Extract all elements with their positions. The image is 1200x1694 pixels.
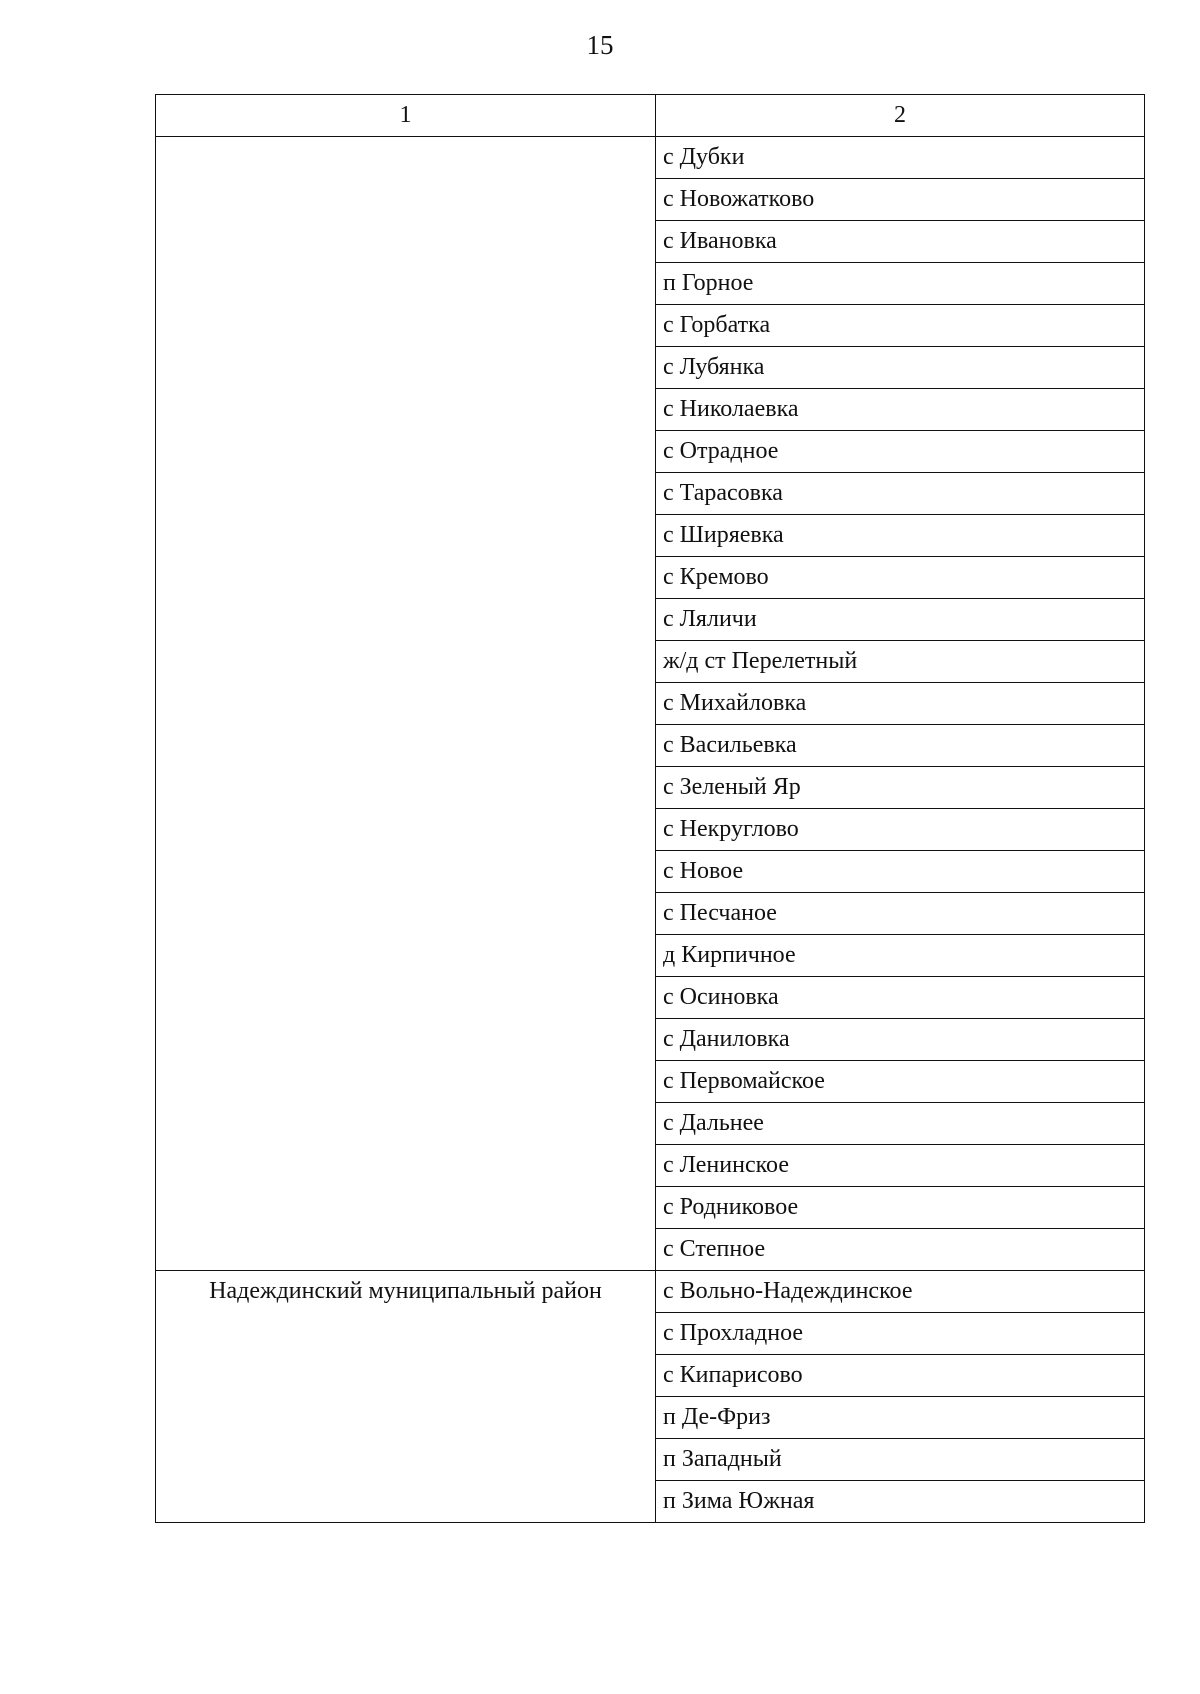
settlement-cell: с Дальнее — [656, 1103, 1145, 1145]
settlement-cell: с Кремово — [656, 557, 1145, 599]
settlement-cell: с Ивановка — [656, 221, 1145, 263]
settlement-cell: п Горное — [656, 263, 1145, 305]
settlement-cell: с Ленинское — [656, 1145, 1145, 1187]
settlement-cell: с Зеленый Яр — [656, 767, 1145, 809]
settlement-cell: с Ляличи — [656, 599, 1145, 641]
settlement-cell: с Кипарисово — [656, 1355, 1145, 1397]
settlement-cell: с Прохладное — [656, 1313, 1145, 1355]
settlement-cell: с Осиновка — [656, 977, 1145, 1019]
settlement-cell: с Дубки — [656, 137, 1145, 179]
table-row — [156, 1271, 1145, 1313]
settlement-cell: с Родниковое — [656, 1187, 1145, 1229]
settlement-cell: д Кирпичное — [656, 935, 1145, 977]
page-number: 15 — [586, 30, 614, 60]
header-row — [156, 95, 1145, 137]
settlement-cell: с Горбатка — [656, 305, 1145, 347]
settlement-cell: с Новожатково — [656, 179, 1145, 221]
table-body — [156, 137, 1145, 1523]
column-header-2: 2 — [656, 95, 1145, 137]
settlement-cell: с Даниловка — [656, 1019, 1145, 1061]
settlement-cell: с Отрадное — [656, 431, 1145, 473]
settlement-cell: с Тарасовка — [656, 473, 1145, 515]
settlement-cell: п Западный — [656, 1439, 1145, 1481]
settlement-cell: с Михайловка — [656, 683, 1145, 725]
settlement-cell: п Зима Южная — [656, 1481, 1145, 1523]
settlements-table — [155, 94, 1145, 1523]
settlement-cell: с Песчаное — [656, 893, 1145, 935]
settlement-cell: с Васильевка — [656, 725, 1145, 767]
settlement-cell: с Лубянка — [656, 347, 1145, 389]
settlement-cell: с Вольно-Надеждинское — [656, 1271, 1145, 1313]
settlement-cell: с Первомайское — [656, 1061, 1145, 1103]
settlement-cell: ж/д ст Перелетный — [656, 641, 1145, 683]
table-row — [156, 137, 1145, 179]
district-cell — [156, 137, 656, 1271]
settlement-cell: с Новое — [656, 851, 1145, 893]
settlement-cell: п Де-Фриз — [656, 1397, 1145, 1439]
settlement-cell: с Некруглово — [656, 809, 1145, 851]
settlement-cell: с Ширяевка — [656, 515, 1145, 557]
settlement-cell: с Николаевка — [656, 389, 1145, 431]
column-header-1: 1 — [156, 95, 656, 137]
district-cell: Надеждинский муниципальный район — [156, 1271, 656, 1523]
settlement-cell: с Степное — [656, 1229, 1145, 1271]
